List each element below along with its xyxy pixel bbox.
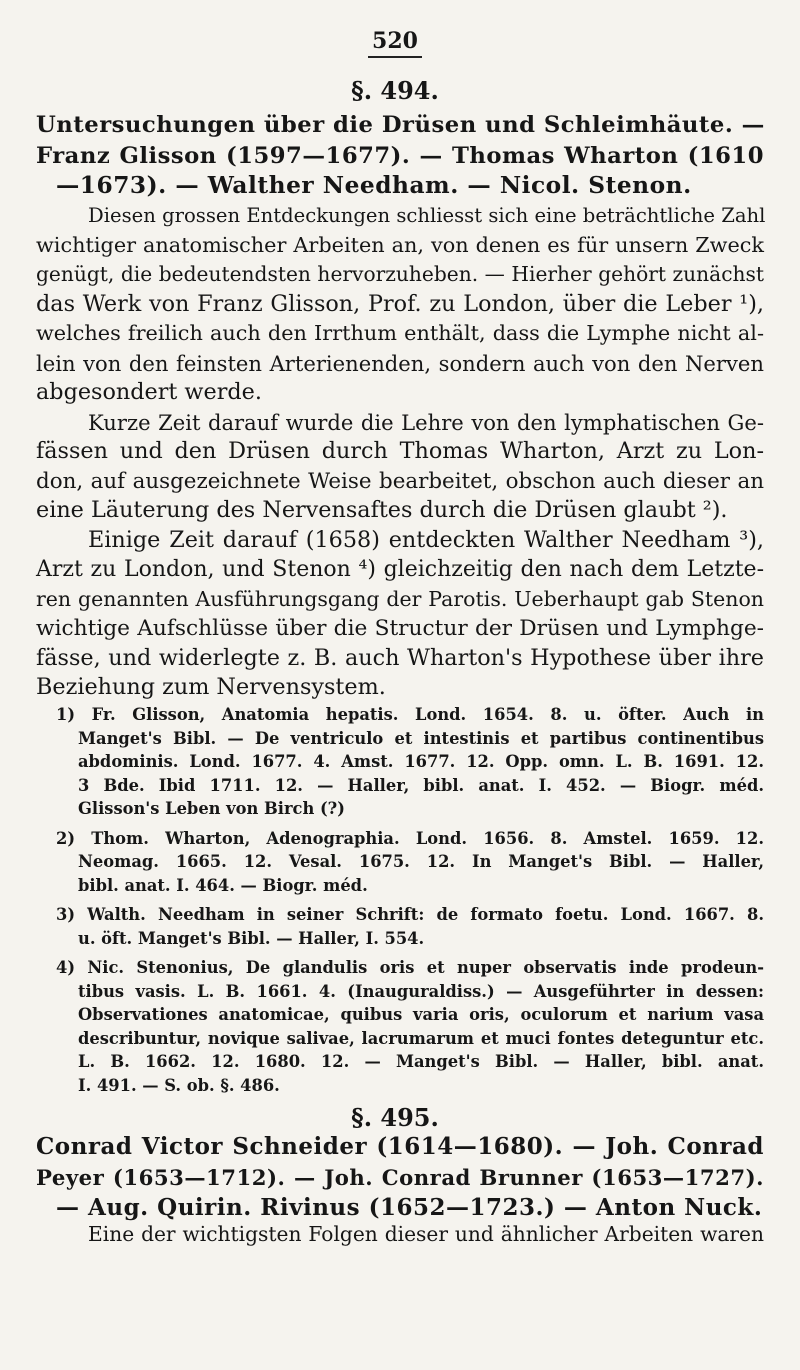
heading-line: Franz Glisson (1597—1677). — Thomas Wharton (1610 bbox=[36, 142, 764, 169]
heading-line: Peyer (1653—1712). — Joh. Conrad Brunner (1653—1727). bbox=[36, 1164, 764, 1190]
section-494-heading bbox=[36, 110, 764, 202]
body-line: genügt, die bedeutendsten hervorzuheben. — Hierher gehört zunächst bbox=[36, 262, 764, 286]
page-number: 520 bbox=[0, 28, 790, 54]
body-line: Beziehung zum Nervensystem. bbox=[36, 674, 386, 700]
section-495-body bbox=[36, 1220, 764, 1250]
body-line: Kurze Zeit darauf wurde die Lehre von den lymphatischen Ge- bbox=[88, 409, 764, 435]
body-line: Eine der wichtigsten Folgen dieser und ähnlicher Arbeiten waren bbox=[88, 1222, 764, 1246]
body-line: eine Läuterung des Nervensaftes durch die Drüsen glaubt ²). bbox=[36, 497, 728, 523]
footnote-2-line: Neomag. 1665. 12. Vesal. 1675. 12. In Manget's Bibl. — Haller, bbox=[78, 852, 764, 871]
body-line: don, auf ausgezeichnete Weise bearbeitet, obschon auch dieser an bbox=[36, 468, 764, 494]
footnote-4-line: L. B. 1662. 12. 1680. 12. — Manget's Bibl. — Haller, bibl. anat. bbox=[78, 1052, 764, 1071]
section-495-heading bbox=[36, 1132, 764, 1224]
body-line: abgesondert werde. bbox=[36, 379, 262, 405]
footnote-1: 1) Fr. Glisson, Anatomia hepatis. Lond. 1654. 8. u. öfter. Auch in bbox=[56, 705, 764, 724]
footnote-3-line: u. öft. Manget's Bibl. — Haller, I. 554. bbox=[78, 928, 425, 948]
footnote-1-line: abdominis. Lond. 1677. 4. Amst. 1677. 12. Opp. omn. L. B. 1691. 12. bbox=[78, 752, 764, 771]
footnote-1-line: Manget's Bibl. — De ventriculo et intestinis et partibus continentibus bbox=[78, 728, 764, 748]
heading-line: — Aug. Quirin. Rivinus (1652—1723.) — Anton Nuck. bbox=[56, 1194, 763, 1221]
body-line: lein von den feinsten Arterienenden, sondern auch von den Nerven bbox=[36, 350, 764, 376]
footnote-4-line: tibus vasis. L. B. 1661. 4. (Inauguraldiss.) — Ausgeführter in dessen: bbox=[78, 981, 764, 1001]
body-line: wichtige Aufschlüsse über die Structur der Drüsen und Lymphge- bbox=[36, 616, 764, 641]
footnote-4-line: describuntur, novique salivae, lacrumarum et muci fontes deteguntur etc. bbox=[78, 1028, 764, 1048]
body-line: Arzt zu London, und Stenon ⁴) gleichzeitig den nach dem Letzte- bbox=[36, 557, 764, 582]
footnote-4: 4) Nic. Stenonius, De glandulis oris et nuper observatis inde prodeun- bbox=[56, 958, 764, 977]
footnote-4-line: I. 491. — S. ob. §. 486. bbox=[78, 1075, 280, 1095]
footnote-2-line: bibl. anat. I. 464. — Biogr. méd. bbox=[78, 875, 368, 895]
heading-line: —1673). — Walther Needham. — Nicol. Stenon. bbox=[56, 172, 692, 199]
body-line: Diesen grossen Entdeckungen schliesst sich eine beträchtliche Zahl bbox=[88, 204, 766, 227]
section-494-title: §. 494. bbox=[351, 76, 439, 105]
body-line: fässen und den Drüsen durch Thomas Wharton, Arzt zu Lon- bbox=[36, 438, 764, 464]
body-line: Einige Zeit darauf (1658) entdeckten Walther Needham ³), bbox=[88, 526, 764, 553]
heading-line: Conrad Victor Schneider (1614—1680). — Joh. Conrad bbox=[36, 1133, 764, 1160]
section-494-body bbox=[36, 201, 764, 703]
footnote-1-line: 3 Bde. Ibid 1711. 12. — Haller, bibl. anat. I. 452. — Biogr. méd. bbox=[78, 775, 764, 795]
heading-line: Untersuchungen über die Drüsen und Schleimhäute. — bbox=[36, 112, 765, 138]
section-495-title: §. 495. bbox=[351, 1103, 439, 1132]
footnotes bbox=[36, 703, 764, 1097]
footnote-2: 2) Thom. Wharton, Adenographia. Lond. 1656. 8. Amstel. 1659. 12. bbox=[56, 828, 764, 848]
footnote-3: 3) Walth. Needham in seiner Schrift: de formato foetu. Lond. 1667. 8. bbox=[56, 905, 764, 924]
footnote-1-line: Glisson's Leben von Birch (?) bbox=[78, 799, 345, 818]
footnote-4-line: Observationes anatomicae, quibus varia oris, oculorum et narium vasa bbox=[78, 1005, 764, 1024]
body-line: das Werk von Franz Glisson, Prof. zu London, über die Leber ¹), bbox=[36, 290, 764, 317]
body-line: fässe, und widerlegte z. B. auch Wharton's Hypothese über ihre bbox=[36, 644, 764, 671]
body-line: wichtiger anatomischer Arbeiten an, von denen es für unsern Zweck bbox=[36, 232, 764, 257]
body-line: welches freilich auch den Irrthum enthält, dass die Lymphe nicht al- bbox=[36, 321, 764, 345]
body-line: ren genannten Ausführungsgang der Parotis. Ueberhaupt gab Stenon bbox=[36, 586, 764, 611]
